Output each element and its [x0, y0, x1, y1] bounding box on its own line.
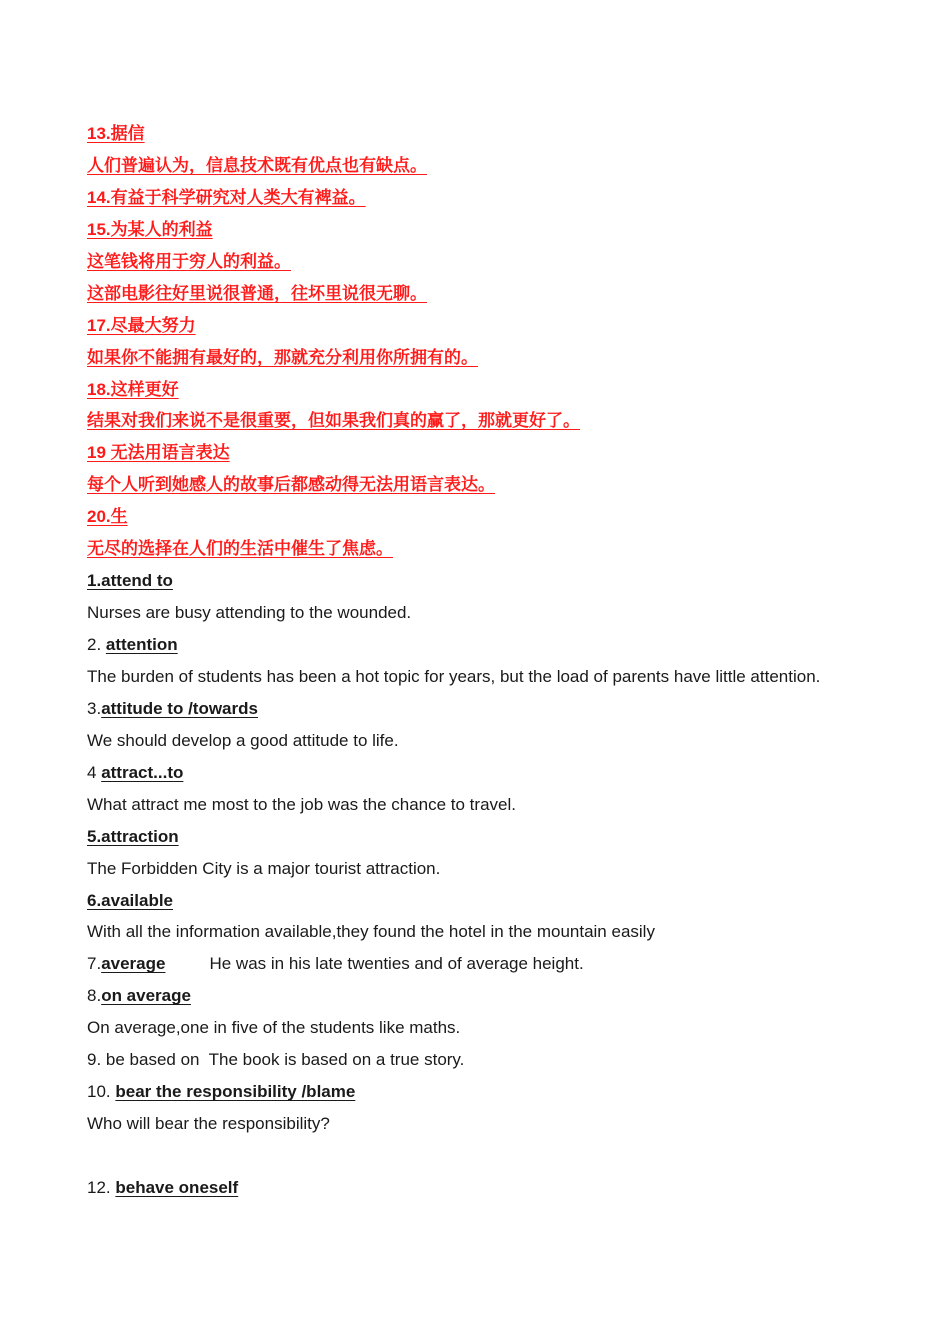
entry-8-sentence: On average,one in five of the students like maths.	[87, 1018, 461, 1038]
chinese-sentence-20: 无尽的选择在人们的生活中催生了焦虑。	[87, 539, 393, 559]
chinese-sentence-16: 这部电影往好里说很普通，往坏里说很无聊。	[87, 283, 427, 303]
entry-8-heading	[87, 980, 917, 1012]
entry-7-sentence: He was in his late twenties and of average height.	[209, 954, 584, 974]
chinese-sentence-19: 每个人听到她感人的故事后都感动得无法用语言表达。	[87, 475, 495, 495]
entry-1-term: 1.attend to	[87, 571, 173, 591]
entry-9-line: 9. be based on The book is based on a true story.	[87, 1050, 465, 1070]
entry-7-term: average	[101, 954, 166, 974]
entry-8-term: on average	[101, 986, 191, 1006]
entry-3-heading	[87, 693, 917, 725]
entry-7-number: 7.	[87, 954, 102, 974]
entry-10-heading	[87, 1076, 917, 1108]
chinese-heading-17: 17.尽最大努力	[87, 315, 196, 335]
chinese-sentence-15: 这笔钱将用于穷人的利益。	[87, 251, 291, 271]
entry-7-heading	[87, 948, 917, 980]
document-body	[87, 118, 917, 1204]
entry-10-number: 10.	[87, 1082, 116, 1102]
chinese-heading-18: 18.这样更好	[87, 379, 179, 399]
entry-4-heading	[87, 757, 917, 789]
chinese-heading-20: 20.生	[87, 507, 128, 527]
entry-5-term: 5.attraction	[87, 826, 179, 846]
entry-6-term: 6.available	[87, 890, 174, 910]
entry-4-term: attract...to	[101, 762, 184, 782]
entry-5-sentence: The Forbidden City is a major tourist attraction.	[87, 858, 441, 878]
entry-2-term: attention	[105, 635, 178, 654]
entry-11-heading	[87, 1140, 917, 1172]
entry-4-sentence: What attract me most to the job was the chance to travel.	[87, 794, 516, 814]
entry-4-number: 4	[87, 762, 102, 782]
chinese-heading-13: 13.据信	[87, 124, 145, 143]
entry-5-heading	[87, 821, 917, 853]
chinese-sentence-18: 结果对我们来说不是很重要，但如果我们真的赢了，那就更好了。	[87, 411, 580, 431]
entry-10-sentence: Who will bear the responsibility?	[87, 1114, 330, 1134]
entry-1-heading	[87, 565, 917, 597]
chinese-heading-14: 14.有益于科学研究对人类大有裨益。	[87, 187, 366, 207]
entry-3-sentence: We should develop a good attitude to life.	[87, 730, 399, 750]
chinese-sentence-13: 人们普遍认为，信息技术既有优点也有缺点。	[87, 155, 427, 175]
entry-6-sentence: With all the information available,they found the hotel in the mountain easily	[87, 922, 655, 942]
entry-8-number: 8.	[87, 986, 102, 1006]
entry-3-term: attitude to /towards	[101, 698, 258, 718]
chinese-heading-19: 19 无法用语言表达	[87, 443, 230, 463]
entry-12-term: behave oneself	[115, 1177, 239, 1197]
chinese-heading-15: 15.为某人的利益	[87, 219, 213, 239]
entry-2-sentence: The burden of students has been a hot topic for years, but the load of parents have little attention.	[87, 666, 821, 686]
entry-2-heading	[87, 629, 917, 661]
entry-2-number: 2.	[87, 635, 106, 654]
entry-12-heading	[87, 1172, 917, 1204]
entry-6-heading	[87, 885, 917, 917]
entry-1-sentence: Nurses are busy attending to the wounded.	[87, 603, 412, 623]
entry-3-number: 3.	[87, 698, 102, 718]
entry-12-number: 12.	[87, 1177, 116, 1197]
entry-10-term: bear the responsibility /blame	[115, 1082, 356, 1102]
chinese-sentence-17: 如果你不能拥有最好的，那就充分利用你所拥有的。	[87, 347, 478, 367]
